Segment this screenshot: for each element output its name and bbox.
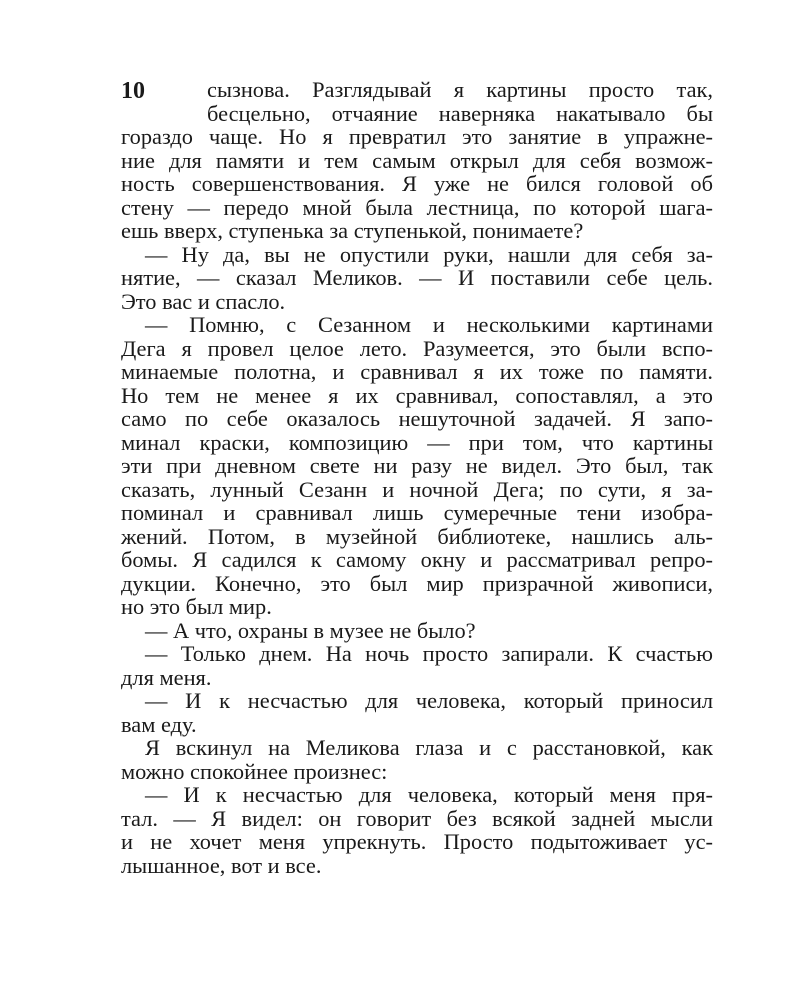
text-line: сказать, лунный Сезанн и ночной Дега; по сути, я за- — [121, 476, 713, 502]
text-line: вам еду. — [121, 711, 197, 737]
text-line: — И к несчастью для человека, который меня пря- — [145, 782, 713, 807]
text-line: и не хочет меня упрекнуть. Просто подытоживает ус- — [121, 829, 713, 854]
text-line: но это был мир. — [121, 594, 272, 619]
text-line: Я вскинул на Меликова глаза и с расстановкой, как — [145, 735, 713, 760]
text-line: эти при дневном свете ни разу не видел. Это был, так — [121, 453, 713, 478]
text-line: дукции. Конечно, это был мир призрачной живописи, — [121, 570, 713, 596]
text-line: — Только днем. На ночь просто запирали. К счастью — [145, 641, 713, 666]
page-number: 10 — [121, 78, 145, 104]
text-line: — А что, охраны в музее не было? — [145, 617, 476, 643]
text-line: минал краски, композицию — при том, что картины — [121, 429, 713, 455]
text-line: Это вас и спасло. — [121, 288, 286, 314]
book-page — [121, 78, 713, 958]
text-line: для меня. — [121, 664, 212, 690]
text-line: Но тем не менее я их сравнивал, сопоставлял, а это — [121, 382, 713, 408]
text-line: сызнова. Разглядывай я картины просто так, — [207, 77, 713, 102]
text-line: Дега я провел целое лето. Разумеется, это были вспо- — [121, 335, 713, 361]
text-line: — Помню, с Сезанном и несколькими картинами — [145, 312, 713, 337]
text-line: ние для памяти и тем самым открыл для себя возмож- — [121, 147, 713, 173]
text-line: гораздо чаще. Но я превратил это занятие в упражне- — [121, 124, 713, 149]
body-text — [121, 78, 713, 877]
text-line: можно спокойнее произнес: — [121, 758, 388, 784]
text-line: стену — передо мной была лестница, по которой шага- — [121, 194, 713, 220]
text-line: бомы. Я садился к самому окну и рассматривал репро- — [121, 547, 713, 572]
text-line: минаемые полотна, и сравнивал я их тоже по памяти. — [121, 359, 713, 384]
text-line: — Ну да, вы не опустили руки, нашли для себя за- — [145, 241, 713, 267]
text-line: бесцельно, отчаяние наверняка накатывало бы — [207, 100, 713, 126]
text-line: — И к несчастью для человека, который приносил — [145, 688, 713, 713]
text-line: тал. — Я видел: он говорит без всякой задней мысли — [121, 805, 713, 831]
text-line: ность совершенствования. Я уже не бился головой об — [121, 171, 713, 196]
text-line: нятие, — сказал Меликов. — И поставили себе цель. — [121, 265, 713, 290]
text-line: жений. Потом, в музейной библиотеке, нашлись аль- — [121, 523, 713, 549]
text-line: ешь вверх, ступенька за ступенькой, понимаете? — [121, 218, 584, 243]
text-line: само по себе оказалось нешуточной задачей. Я запо- — [121, 406, 713, 431]
text-line: лышанное, вот и все. — [121, 852, 322, 878]
text-line: поминал и сравнивал лишь сумеречные тени изобра- — [121, 500, 713, 525]
